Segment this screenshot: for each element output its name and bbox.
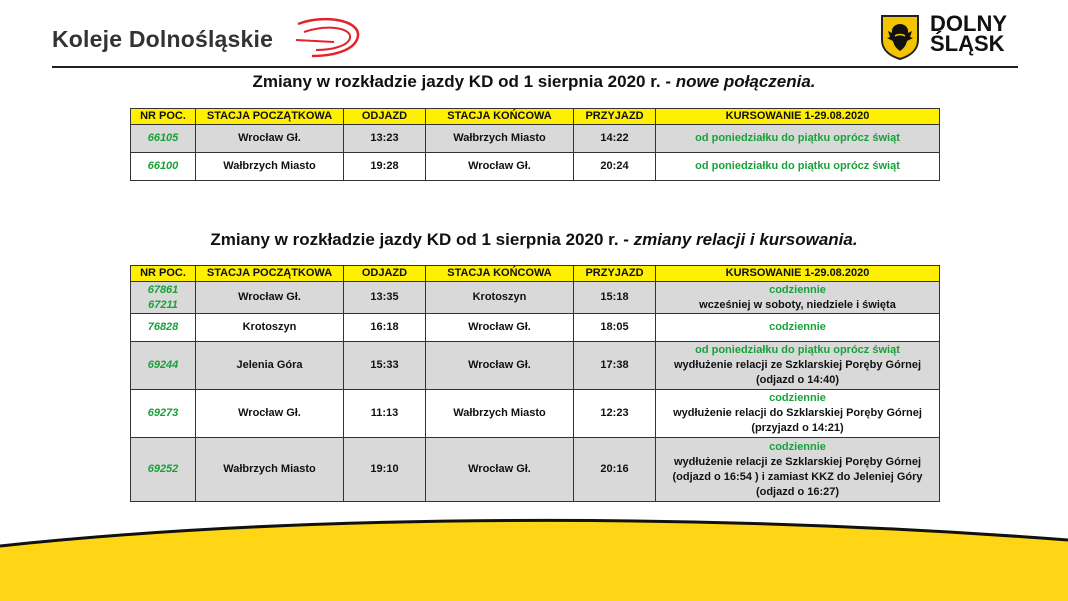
table-header-row xyxy=(131,266,940,282)
departure-time: 13:35 xyxy=(344,282,426,314)
running-note: wydłużenie relacji ze Szklarskiej Poręby Górnej xyxy=(674,455,921,468)
start-station: Krotoszyn xyxy=(196,314,344,342)
running-days-cell xyxy=(656,282,940,314)
section1-title-text: Zmiany w rozkładzie jazdy KD od 1 sierpnia 2020 r. - xyxy=(252,72,676,91)
running-days-cell xyxy=(656,342,940,390)
table-row xyxy=(131,342,940,390)
end-station: Wrocław Gł. xyxy=(426,314,574,342)
col-header-departure: ODJAZD xyxy=(344,266,426,282)
col-header-departure: ODJAZD xyxy=(344,109,426,125)
section1-title-emphasis: nowe połączenia. xyxy=(675,72,816,91)
table-row xyxy=(131,390,940,438)
arrival-time: 20:24 xyxy=(574,153,656,181)
running-note: (odjazd o 14:40) xyxy=(755,374,840,386)
train-number: 69252 xyxy=(131,438,196,502)
brand-name: Koleje Dolnośląskie xyxy=(52,26,274,52)
table-header-row xyxy=(131,109,940,125)
col-header-schedule: KURSOWANIE 1-29.08.2020 xyxy=(656,266,940,282)
running-days: codziennie xyxy=(769,283,826,296)
table-row xyxy=(131,282,940,314)
running-days: od poniedziałku do piątku oprócz świąt xyxy=(695,344,900,356)
col-header-arrival: PRZYJAZD xyxy=(574,109,656,125)
table-row xyxy=(131,438,940,502)
start-station: Wrocław Gł. xyxy=(196,282,344,314)
table-row xyxy=(131,314,940,342)
table-row xyxy=(131,153,940,181)
header-divider xyxy=(52,66,1018,68)
train-number: 69273 xyxy=(131,390,196,438)
start-station: Wałbrzych Miasto xyxy=(196,438,344,502)
section1-title xyxy=(0,72,1068,92)
arrival-time: 15:18 xyxy=(574,282,656,314)
brand-swoosh-logo xyxy=(294,16,364,60)
departure-time: 13:23 xyxy=(344,125,426,153)
end-station: Wrocław Gł. xyxy=(426,438,574,502)
running-days: codziennie xyxy=(769,440,826,453)
coat-of-arms-icon xyxy=(880,14,920,60)
arrival-time: 14:22 xyxy=(574,125,656,153)
departure-time: 19:10 xyxy=(344,438,426,502)
col-header-end-station: STACJA KOŃCOWA xyxy=(426,266,574,282)
running-days: codziennie xyxy=(656,314,940,342)
new-connections-table xyxy=(130,108,940,181)
departure-time: 19:28 xyxy=(344,153,426,181)
section2-title-emphasis: zmiany relacji i kursowania. xyxy=(633,230,858,249)
train-number: 76828 xyxy=(131,314,196,342)
running-note: (przyjazd o 14:21) xyxy=(751,422,844,434)
col-header-nr: NR POC. xyxy=(131,266,196,282)
arrival-time: 18:05 xyxy=(574,314,656,342)
departure-time: 16:18 xyxy=(344,314,426,342)
train-number: 66100 xyxy=(131,153,196,181)
running-days: od poniedziałku do piątku oprócz świąt xyxy=(656,153,940,181)
departure-time: 15:33 xyxy=(344,342,426,390)
col-header-schedule: KURSOWANIE 1-29.08.2020 xyxy=(656,109,940,125)
running-note: (odjazd o 16:27) xyxy=(755,485,840,498)
start-station: Wrocław Gł. xyxy=(196,390,344,438)
region-line-2: ŚLĄSK xyxy=(930,31,1005,56)
running-days: codziennie xyxy=(769,392,826,404)
train-number: 69244 xyxy=(131,342,196,390)
running-note: wydłużenie relacji ze Szklarskiej Poręby Górnej xyxy=(674,359,921,371)
start-station: Jelenia Góra xyxy=(196,342,344,390)
running-note: (odjazd o 16:54 ) i zamiast KKZ do Jeleniej Góry xyxy=(672,470,923,483)
col-header-start-station: STACJA POCZĄTKOWA xyxy=(196,109,344,125)
end-station: Wrocław Gł. xyxy=(426,342,574,390)
running-days-cell xyxy=(656,438,940,502)
end-station: Krotoszyn xyxy=(426,282,574,314)
train-numbers xyxy=(131,282,196,314)
col-header-start-station: STACJA POCZĄTKOWA xyxy=(196,266,344,282)
running-note: wcześniej w soboty, niedziele i święta xyxy=(699,298,896,311)
section2-title-text: Zmiany w rozkładzie jazdy KD od 1 sierpnia 2020 r. - xyxy=(210,230,634,249)
col-header-nr: NR POC. xyxy=(131,109,196,125)
col-header-arrival: PRZYJAZD xyxy=(574,266,656,282)
region-line-1: DOLNY xyxy=(930,11,1007,36)
col-header-end-station: STACJA KOŃCOWA xyxy=(426,109,574,125)
end-station: Wrocław Gł. xyxy=(426,153,574,181)
train-number: 66105 xyxy=(131,125,196,153)
start-station: Wałbrzych Miasto xyxy=(196,153,344,181)
start-station: Wrocław Gł. xyxy=(196,125,344,153)
train-number: 67861 xyxy=(147,283,179,296)
region-name xyxy=(930,11,1007,56)
running-days-cell xyxy=(656,390,940,438)
table-row xyxy=(131,125,940,153)
route-changes-table xyxy=(130,265,940,502)
departure-time: 11:13 xyxy=(344,390,426,438)
running-days: od poniedziałku do piątku oprócz świąt xyxy=(656,125,940,153)
arrival-time: 20:16 xyxy=(574,438,656,502)
section2-title xyxy=(0,230,1068,250)
end-station: Wałbrzych Miasto xyxy=(426,390,574,438)
train-number-secondary: 67211 xyxy=(148,298,178,311)
footer-yellow-wave xyxy=(0,508,1068,601)
end-station: Wałbrzych Miasto xyxy=(426,125,574,153)
running-note: wydłużenie relacji do Szklarskiej Poręby Górnej xyxy=(673,407,922,419)
arrival-time: 17:38 xyxy=(574,342,656,390)
arrival-time: 12:23 xyxy=(574,390,656,438)
